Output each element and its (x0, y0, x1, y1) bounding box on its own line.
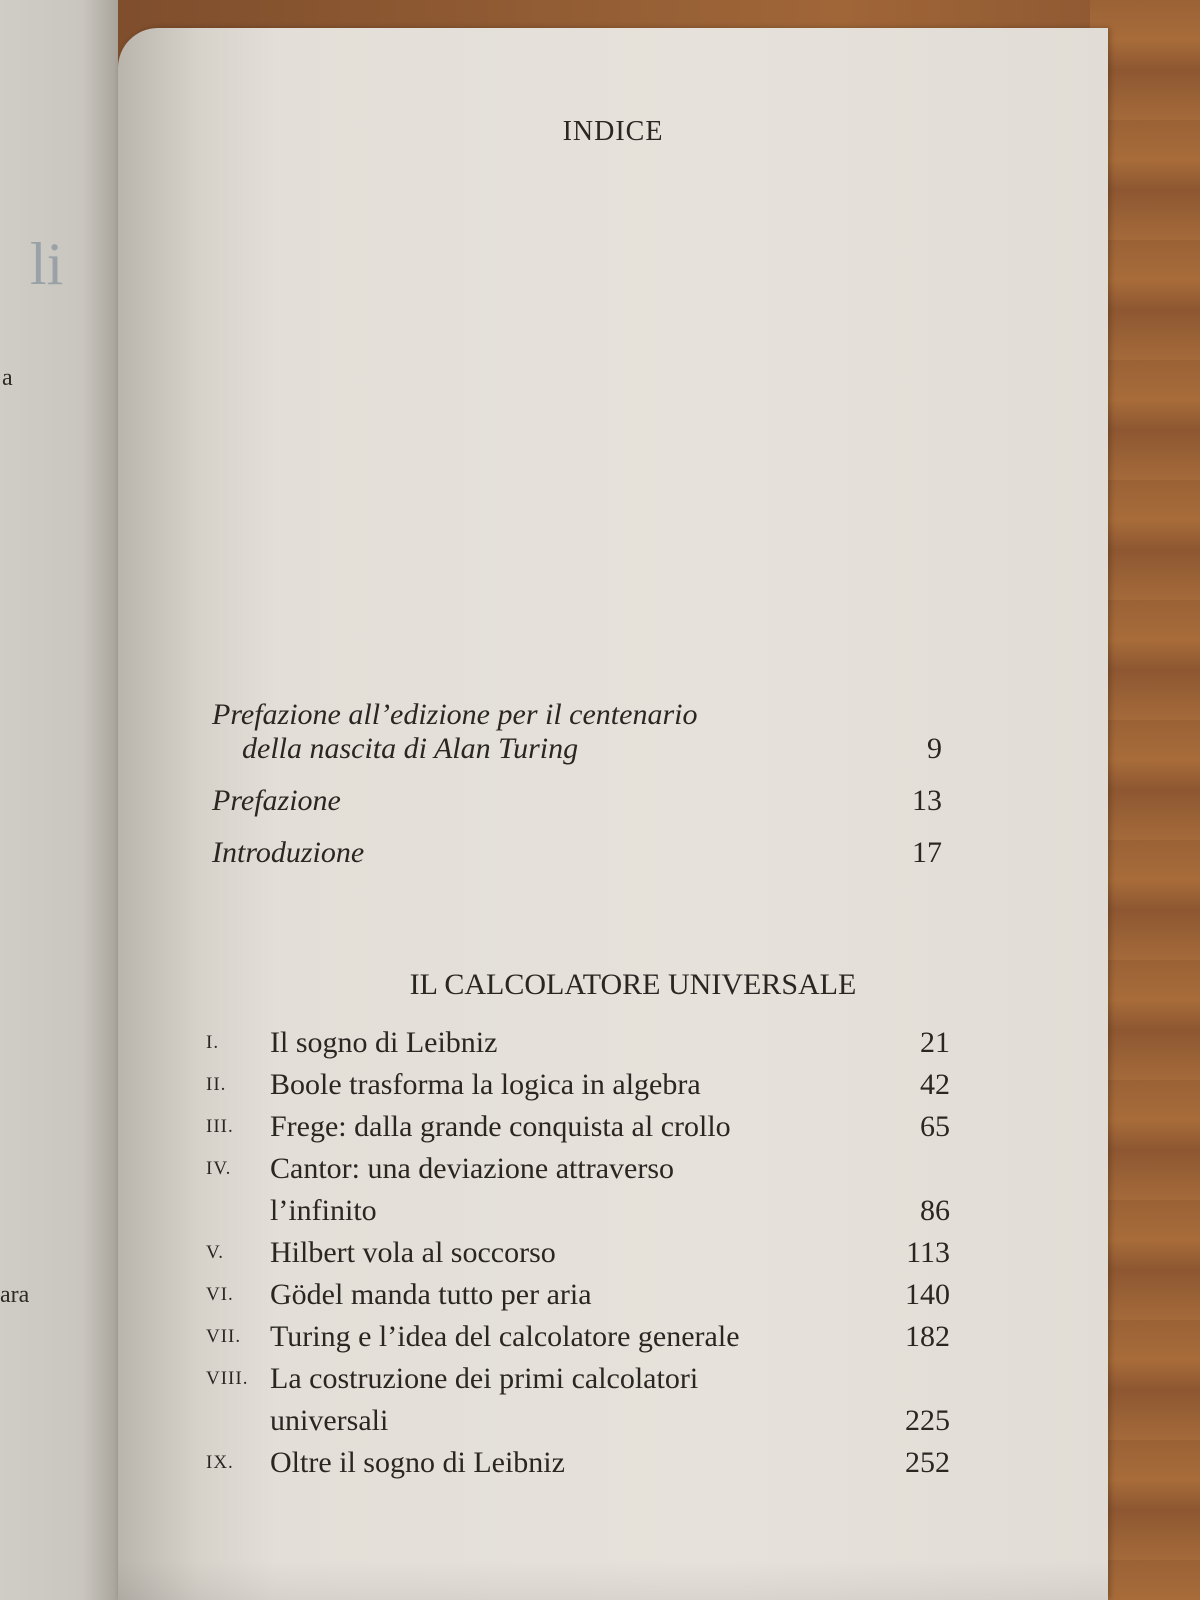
chapter-row (206, 1022, 950, 1064)
chapter-page: 252 (905, 1446, 950, 1479)
toc-entry-title: Introduzione (212, 836, 365, 869)
toc-entry-page: 9 (927, 732, 942, 765)
chapter-list (206, 1022, 950, 1484)
page-bottom-shadow (118, 1560, 1108, 1600)
chapter-title: Boole trasforma la logica in algebra (270, 1068, 701, 1101)
chapter-title: Il sogno di Leibniz (270, 1026, 498, 1059)
chapter-title: La costruzione dei primi calcolatori (270, 1362, 699, 1395)
chapter-number: V. (206, 1242, 225, 1263)
chapter-title-continued: universali (270, 1404, 389, 1437)
chapter-row (206, 1064, 950, 1106)
chapter-page: 225 (905, 1404, 950, 1437)
right-page (118, 28, 1108, 1600)
left-page-fragment: ara (0, 1282, 30, 1308)
left-page (0, 0, 118, 1600)
toc-entry-page: 13 (912, 784, 942, 817)
toc-entry-introduction (212, 836, 942, 870)
page-title: INDICE (562, 116, 664, 147)
chapter-page: 113 (906, 1236, 950, 1269)
chapter-number: III. (206, 1116, 234, 1137)
toc-entry-title: Prefazione all’edizione per il centenario (212, 698, 698, 731)
chapter-row (206, 1316, 950, 1358)
chapter-number: IX. (206, 1452, 234, 1473)
chapter-row (206, 1442, 950, 1484)
toc-entry-preface (212, 784, 942, 818)
chapter-title: Frege: dalla grande conquista al crollo (270, 1110, 731, 1143)
chapter-row (206, 1358, 950, 1442)
toc-entry-page: 17 (912, 836, 942, 869)
chapter-page: 182 (905, 1320, 950, 1353)
chapter-title: Gödel manda tutto per aria (270, 1278, 592, 1311)
chapter-title: Turing e l’idea del calcolatore generale (270, 1320, 740, 1353)
chapter-title: Cantor: una deviazione attraverso (270, 1152, 675, 1185)
chapter-number: IV. (206, 1158, 232, 1179)
front-matter-list (212, 698, 942, 870)
chapter-page: 21 (920, 1026, 950, 1059)
chapter-row (206, 1148, 950, 1232)
chapter-row (206, 1106, 950, 1148)
chapter-title-continued: l’infinito (270, 1194, 377, 1227)
chapter-number: VIII. (206, 1368, 249, 1389)
chapter-title: Hilbert vola al soccorso (270, 1236, 556, 1269)
toc-entry-title: Prefazione (212, 784, 341, 817)
chapter-number: II. (206, 1074, 227, 1095)
left-page-fragment: li (30, 231, 64, 297)
toc-entry-preface-centenary (212, 698, 942, 766)
chapter-page: 140 (905, 1278, 950, 1311)
chapter-title: Oltre il sogno di Leibniz (270, 1446, 565, 1479)
toc-entry-title-continued: della nascita di Alan Turing (242, 732, 579, 765)
chapter-page: 86 (920, 1194, 950, 1227)
chapter-page: 42 (920, 1068, 950, 1101)
chapter-row (206, 1274, 950, 1316)
chapter-number: VI. (206, 1284, 234, 1305)
left-page-fragment: a (2, 365, 13, 391)
chapter-number: VII. (206, 1326, 242, 1347)
section-heading: IL CALCOLATORE UNIVERSALE (409, 968, 857, 1001)
chapter-page: 65 (920, 1110, 950, 1143)
chapter-number: I. (206, 1032, 220, 1053)
chapter-row (206, 1232, 950, 1274)
